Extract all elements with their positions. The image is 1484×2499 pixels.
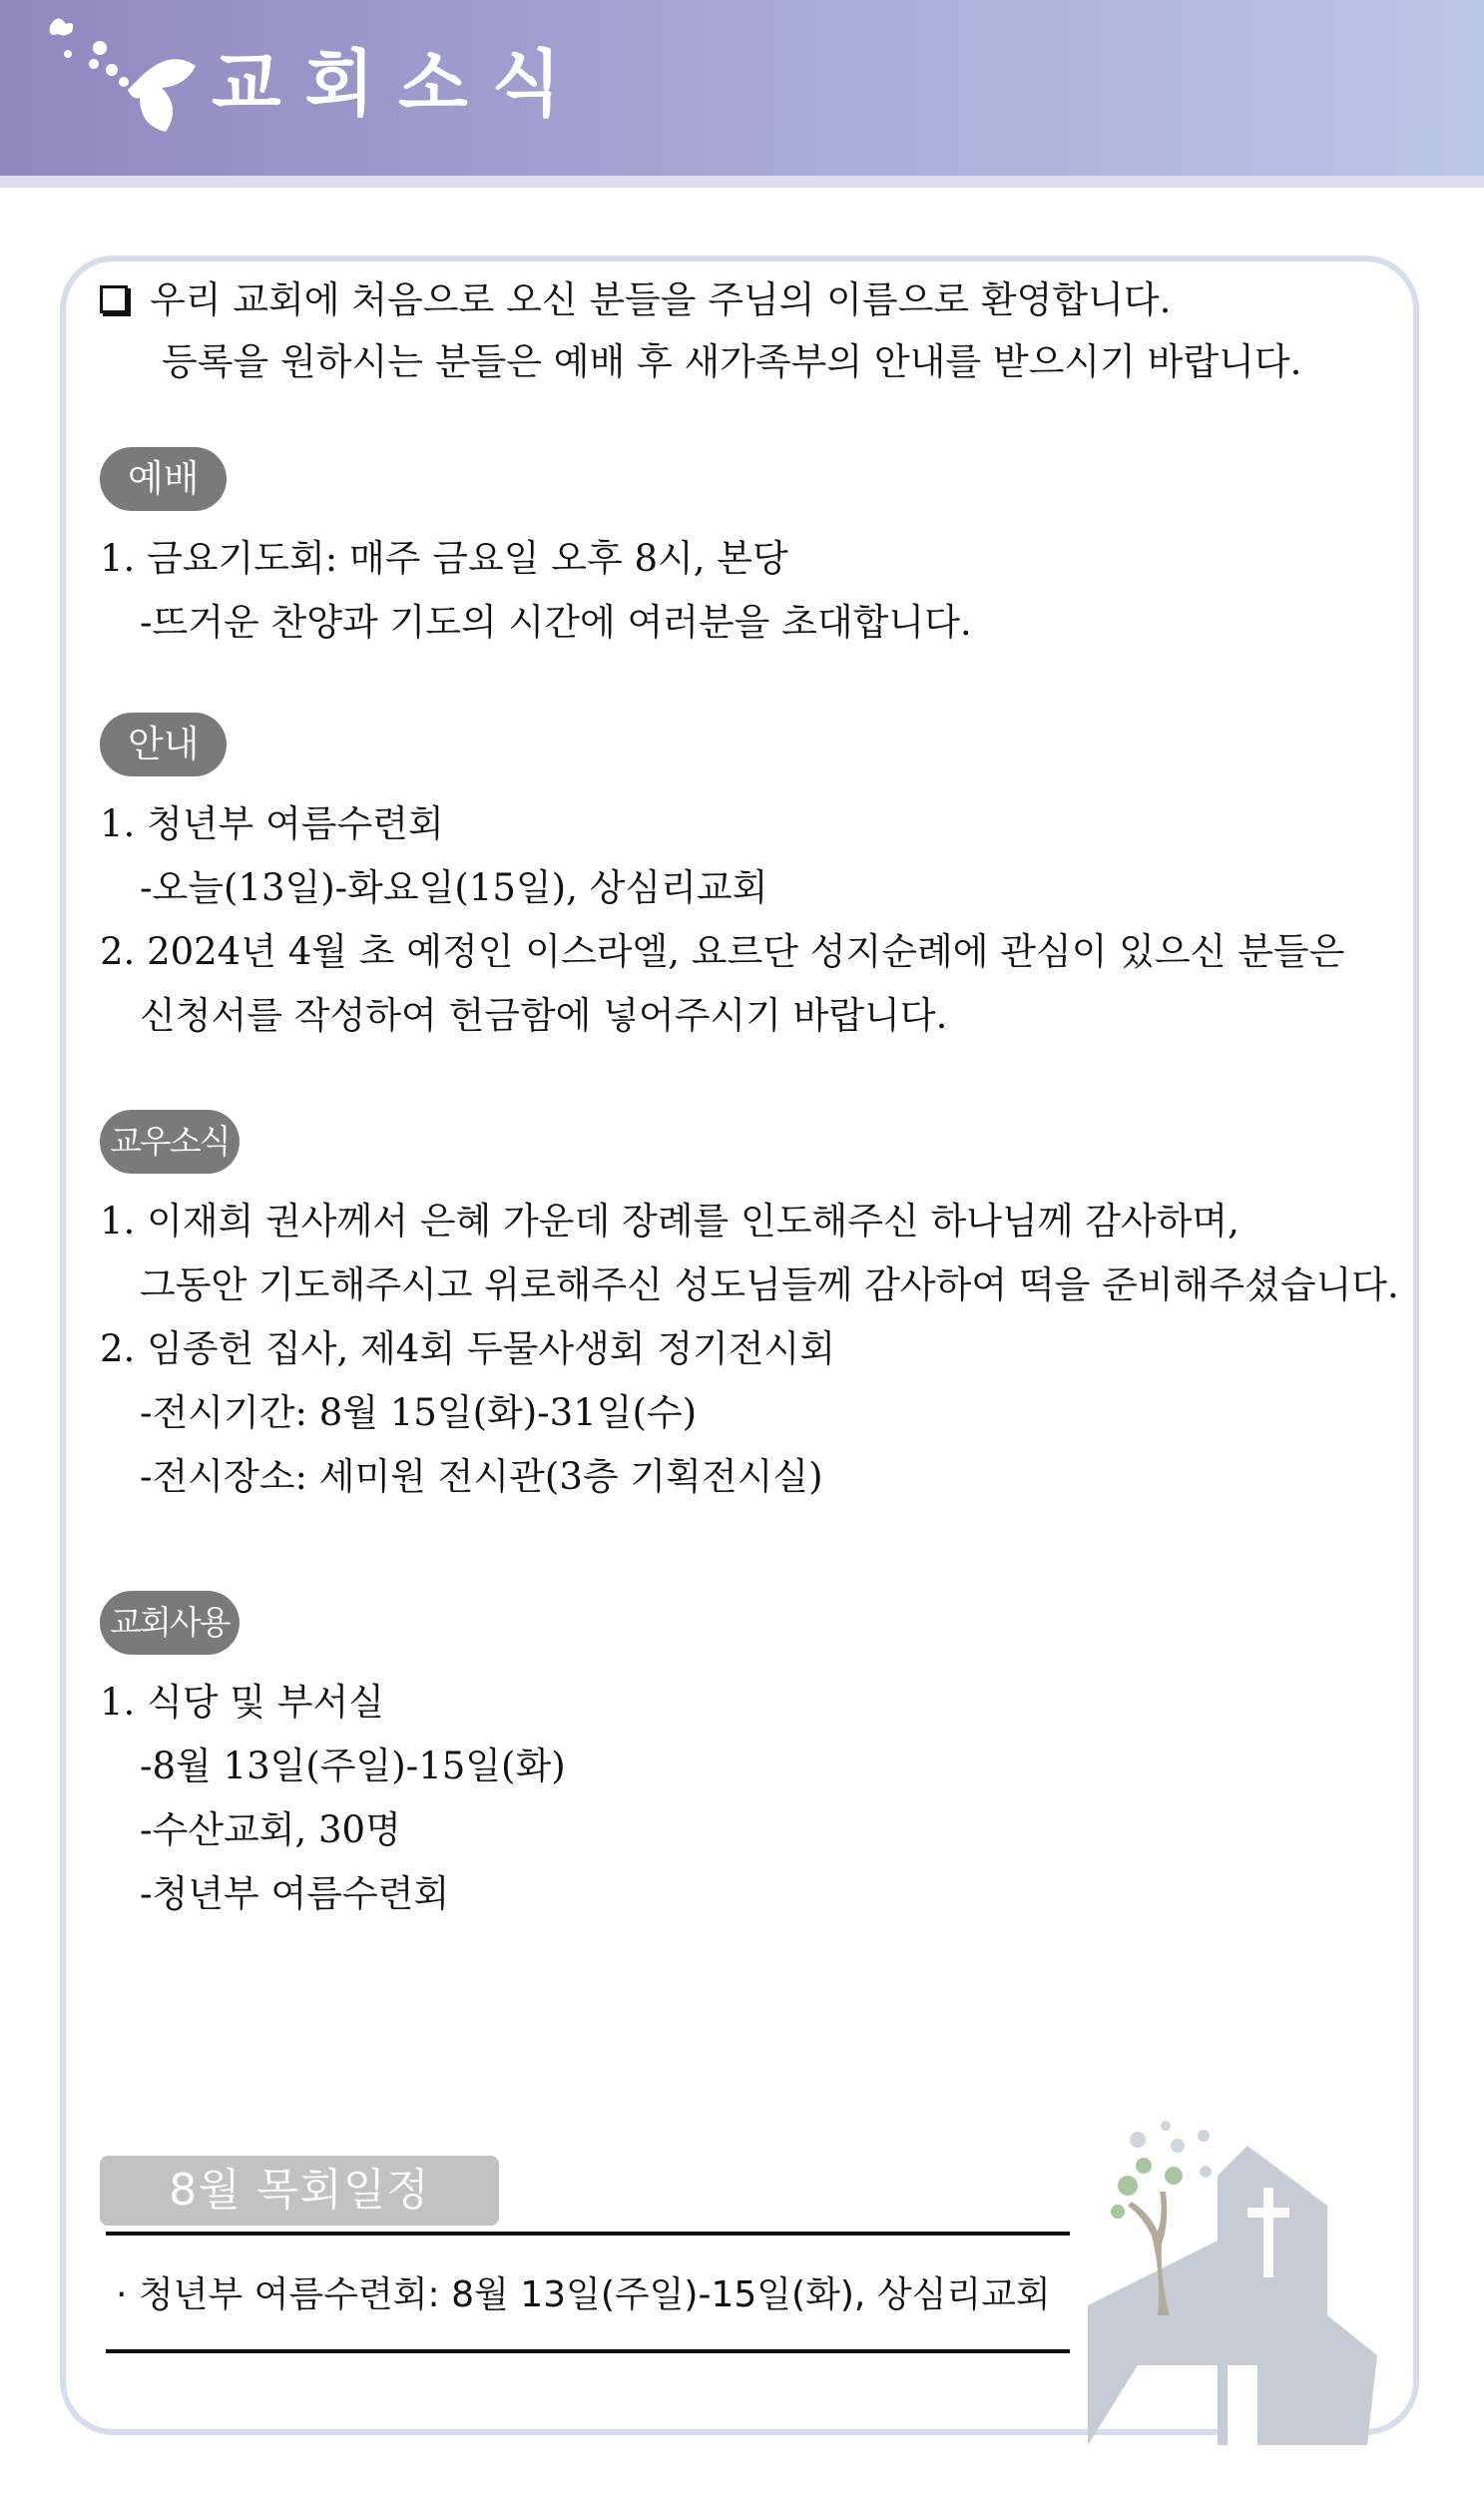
welcome-line-2: 등록을 원하시는 분들은 예배 후 새가족부의 안내를 받으시기 바랍니다.: [162, 340, 1302, 383]
divider: [106, 2232, 1070, 2236]
checkbox-bullet-icon: [100, 285, 128, 313]
butterfly-decoration-icon: [40, 8, 210, 138]
facility-line: -8월 13일(주일)-15일(화): [140, 1745, 566, 1787]
church-tree-illustration-icon: [1078, 2116, 1377, 2445]
section-label-notice: 안내: [100, 713, 227, 776]
section-label-members: 교우소식: [100, 1110, 240, 1174]
section-worship: [100, 447, 1417, 655]
notice-line: 신청서를 작성하여 헌금함에 넣어주시기 바랍니다.: [140, 994, 948, 1037]
welcome-line-1: 우리 교회에 처음으로 오신 분들을 주님의 이름으로 환영합니다.: [150, 278, 1172, 321]
notice-line: 1. 청년부 여름수련회: [100, 802, 444, 845]
section-label-facility: 교회사용: [100, 1591, 240, 1655]
members-line: 그동안 기도해주시고 위로해주신 성도님들께 감사하여 떡을 준비해주셨습니다.: [140, 1263, 1399, 1306]
welcome-message: [100, 269, 1417, 393]
members-line: 2. 임종헌 집사, 제4회 두물사생회 정기전시회: [100, 1327, 836, 1370]
facility-line: -청년부 여름수련회: [140, 1872, 450, 1915]
facility-line: -수산교회, 30명: [140, 1808, 401, 1851]
notice-line: 2. 2024년 4월 초 예정인 이스라엘, 요르단 성지순례에 관심이 있으신 분들은: [100, 930, 1345, 973]
header-banner: [0, 0, 1484, 176]
section-label-worship: 예배: [100, 447, 227, 511]
section-facility: [100, 1591, 1417, 1926]
members-line: -전시장소: 세미원 전시관(3층 기획전시실): [140, 1455, 823, 1498]
divider: [106, 2349, 1070, 2353]
members-line: 1. 이재희 권사께서 은혜 가운데 장례를 인도해주신 하나님께 감사하며,: [100, 1200, 1239, 1243]
section-members: [100, 1110, 1417, 1509]
banner-strip: [0, 176, 1484, 188]
worship-line: 1. 금요기도회: 매주 금요일 오후 8시, 본당: [100, 537, 788, 580]
notice-line: -오늘(13일)-화요일(15일), 상심리교회: [140, 866, 768, 909]
schedule-title: 8월 목회일정: [100, 2156, 499, 2226]
section-notice: [100, 713, 1417, 1048]
schedule-item: · 청년부 여름수련회: 8월 13일(주일)-15일(화), 상심리교회: [116, 2274, 1051, 2315]
facility-line: 1. 식당 및 부서실: [100, 1681, 385, 1724]
worship-line: -뜨거운 찬양과 기도의 시간에 여러분을 초대합니다.: [140, 601, 972, 644]
page-title: 교회소식: [212, 42, 586, 126]
members-line: -전시기간: 8월 15일(화)-31일(수): [140, 1391, 698, 1434]
